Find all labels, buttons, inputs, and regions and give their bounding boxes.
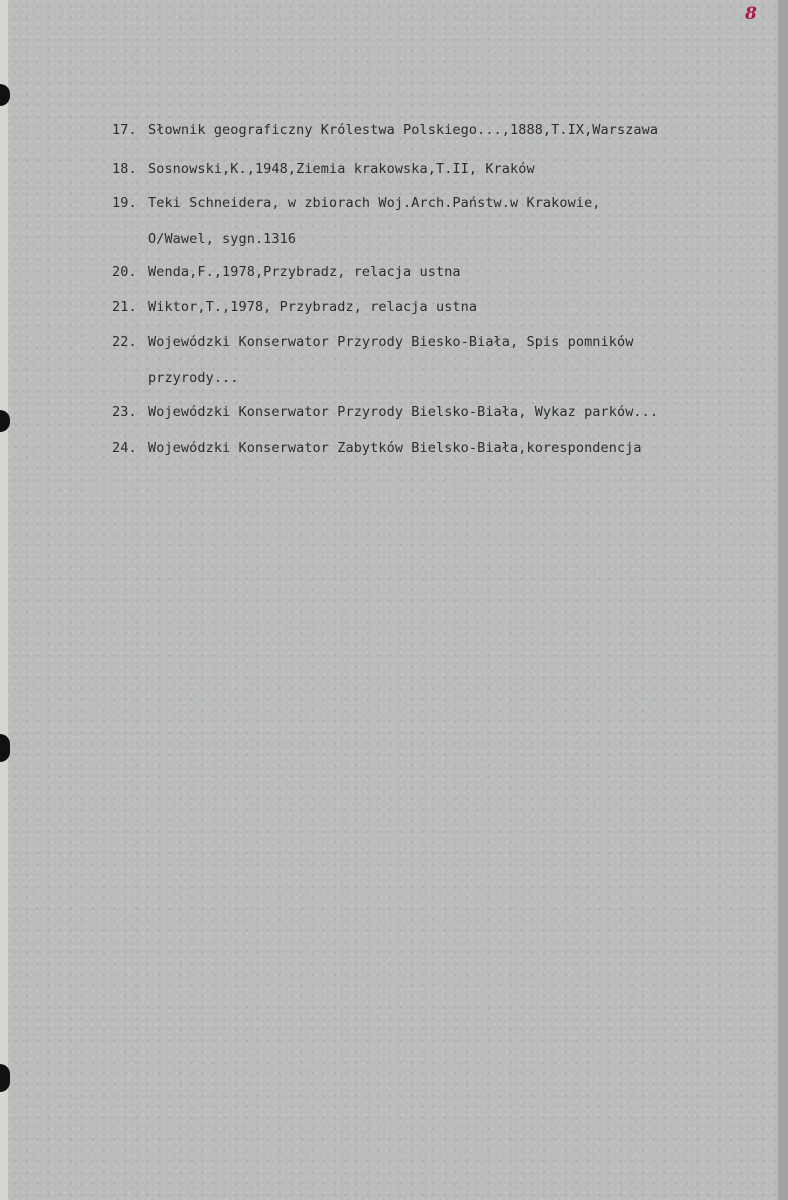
entry-text: Wojewódzki Konserwator Przyrody Biesko-Biała, Spis pomników	[148, 334, 634, 350]
document-page	[8, 0, 778, 1200]
page-number: 8	[745, 4, 757, 24]
entry-text: Wenda,F.,1978,Przybradz, relacja ustna	[148, 264, 461, 280]
entry-text-continued: przyrody...	[148, 370, 239, 386]
entry-number: 19.	[112, 195, 137, 211]
entry-text: Sosnowski,K.,1948,Ziemia krakowska,T.II, Kraków	[148, 161, 535, 177]
entry-text: Słownik geograficzny Królestwa Polskiego...,1888,T.IX,Warszawa	[148, 122, 659, 138]
entry-number: 18.	[112, 161, 137, 177]
entry-number: 17.	[112, 122, 137, 138]
page-right-edge	[778, 0, 788, 1200]
entry-text: Wiktor,T.,1978, Przybradz, relacja ustna	[148, 299, 478, 315]
entry-text: Wojewódzki Konserwator Zabytków Bielsko-Biała,korespondencja	[148, 440, 642, 456]
entry-text-continued: O/Wawel, sygn.1316	[148, 231, 297, 247]
entry-text: Wojewódzki Konserwator Przyrody Bielsko-Biała, Wykaz parków...	[148, 404, 659, 420]
entry-number: 24.	[112, 440, 137, 456]
entry-number: 20.	[112, 264, 137, 280]
entry-text: Teki Schneidera, w zbiorach Woj.Arch.Państw.w Krakowie,	[148, 195, 601, 211]
entry-number: 21.	[112, 299, 137, 315]
entry-number: 22.	[112, 334, 137, 350]
page-left-edge	[0, 0, 8, 1200]
entry-number: 23.	[112, 404, 137, 420]
